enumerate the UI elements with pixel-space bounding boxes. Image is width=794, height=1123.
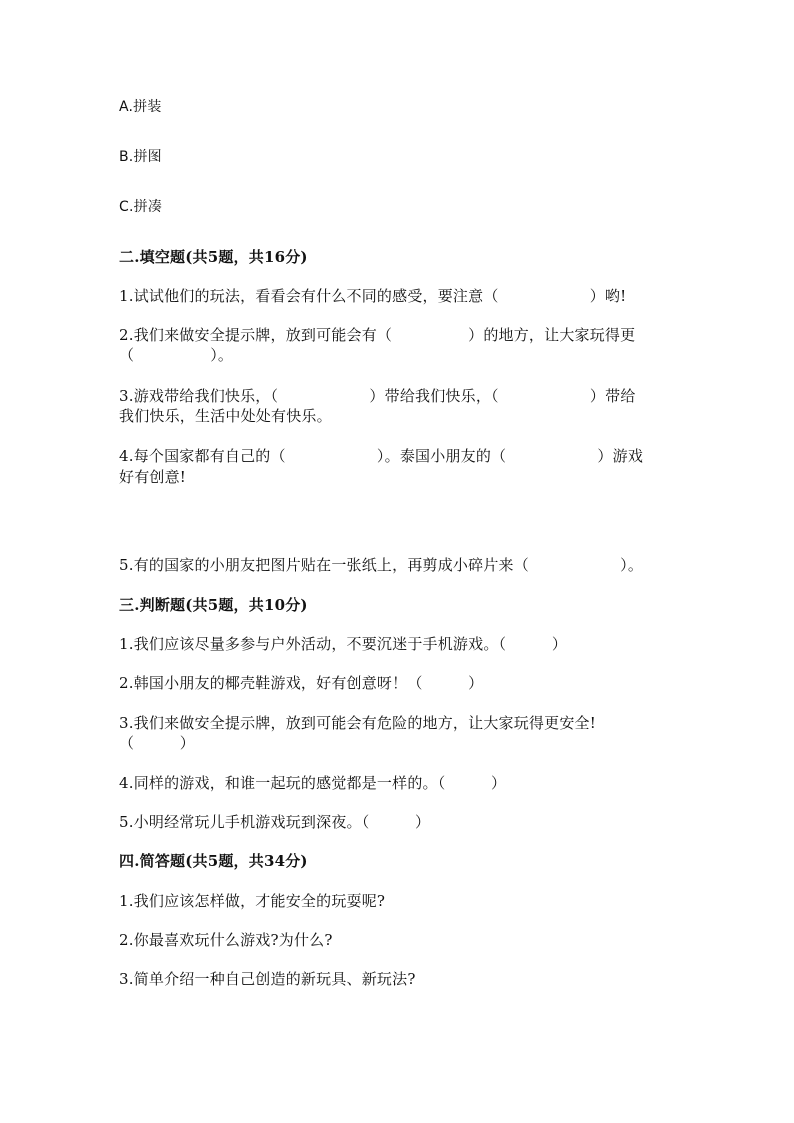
fill-blank-question-3-line-2: 我们快乐，生活中处处有快乐。 [119, 407, 332, 425]
fill-blank-question-2-line-2: （ ）。 [119, 346, 234, 364]
option-c: C.拼凑 [119, 199, 163, 215]
true-false-question-5: 5.小明经常玩儿手机游戏玩到深夜。（ ） [119, 813, 431, 831]
section-heading-short-answer: 四.简答题(共5题，共34分) [119, 852, 308, 870]
fill-blank-question-4-line-2: 好有创意! [119, 468, 187, 486]
short-answer-question-2: 2.你最喜欢玩什么游戏?为什么? [119, 931, 333, 949]
true-false-question-3-line-2: （ ） [119, 734, 196, 752]
fill-blank-question-5: 5.有的国家的小朋友把图片贴在一张纸上，再剪成小碎片来（ ）。 [119, 556, 644, 574]
section-heading-fill-blank: 二.填空题(共5题，共16分) [119, 248, 308, 266]
true-false-question-2: 2.韩国小朋友的椰壳鞋游戏，好有创意呀！（ ） [119, 674, 484, 692]
true-false-question-3-line-1: 3.我们来做安全提示牌，放到可能会有危险的地方，让大家玩得更安全! [119, 714, 596, 732]
option-a: A.拼装 [119, 99, 162, 115]
short-answer-question-1: 1.我们应该怎样做，才能安全的玩耍呢? [119, 892, 386, 910]
true-false-question-4: 4.同样的游戏，和谁一起玩的感觉都是一样的。（ ） [119, 774, 507, 792]
fill-blank-question-4-line-1: 4.每个国家都有自己的（ ）。泰国小朋友的（ ）游戏 [119, 447, 644, 465]
fill-blank-question-2-line-1: 2.我们来做安全提示牌，放到可能会有（ ）的地方，让大家玩得更 [119, 326, 636, 344]
option-b: B.拼图 [119, 149, 162, 165]
section-heading-true-false: 三.判断题(共5题，共10分) [119, 596, 308, 614]
short-answer-question-3: 3.简单介绍一种自己创造的新玩具、新玩法? [119, 970, 416, 988]
fill-blank-question-3-line-1: 3.游戏带给我们快乐，（ ）带给我们快乐，（ ）带给 [119, 387, 636, 405]
true-false-question-1: 1.我们应该尽量多参与户外活动，不要沉迷于手机游戏。（ ） [119, 635, 568, 653]
fill-blank-question-1: 1.试试他们的玩法，看看会有什么不同的感受，要注意（ ）哟! [119, 287, 627, 305]
